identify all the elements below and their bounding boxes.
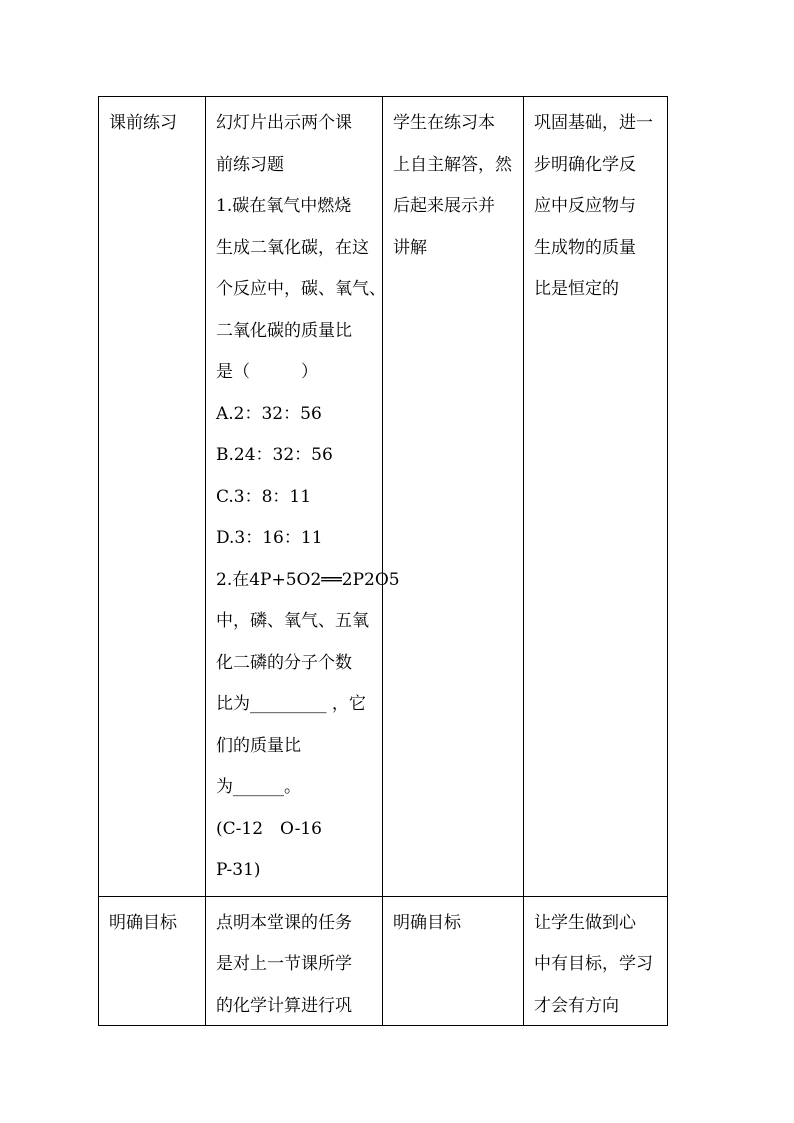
atomic-mass-note: (C-12 O-16 xyxy=(216,818,322,839)
option-d: D.3：16：11 xyxy=(216,528,323,548)
lesson-plan-table xyxy=(98,96,668,1026)
student-line: 讲解 xyxy=(393,237,427,258)
student-activity-cell xyxy=(383,896,524,1025)
option-c: C.3：8：11 xyxy=(216,486,312,507)
table-row-clarify-goals xyxy=(99,896,668,1025)
stage-cell xyxy=(99,97,206,897)
teacher-line: 是对上一节课所学 xyxy=(216,954,352,974)
teacher-line: 前练习题 xyxy=(216,154,284,175)
question-1-line: 1.碳在氧气中燃烧 xyxy=(216,196,352,216)
student-line: 后起来展示并 xyxy=(393,196,495,216)
purpose-line: 中有目标，学习 xyxy=(534,954,653,974)
teacher-activity-cell xyxy=(206,97,400,897)
question-2-line: 为______。 xyxy=(216,777,301,797)
question-2-line: 中，磷、氧气、五氧 xyxy=(216,611,369,631)
purpose-line: 才会有方向 xyxy=(534,995,619,1016)
atomic-mass-note: P-31) xyxy=(216,860,261,880)
teacher-line: 点明本堂课的任务 xyxy=(216,912,352,933)
purpose-line: 巩固基础，进一 xyxy=(534,113,653,133)
purpose-line: 生成物的质量 xyxy=(534,237,636,258)
student-line: 上自主解答，然 xyxy=(393,154,512,175)
purpose-line: 比是恒定的 xyxy=(534,279,619,299)
purpose-line: 应中反应物与 xyxy=(534,196,636,216)
question-1-line: 二氧化碳的质量比 xyxy=(216,320,352,341)
student-line: 明确目标 xyxy=(393,912,461,933)
question-2-line: 化二磷的分子个数 xyxy=(216,652,352,673)
stage-label: 课前练习 xyxy=(109,113,177,133)
table-row-pre-class-practice xyxy=(99,97,668,897)
purpose-line: 步明确化学反 xyxy=(534,154,636,175)
option-b: B.24：32：56 xyxy=(216,445,333,465)
student-line: 学生在练习本 xyxy=(393,113,495,133)
option-a: A.2：32：56 xyxy=(216,403,322,424)
teacher-line: 的化学计算进行巩 xyxy=(216,995,352,1016)
question-2-line: 2.在4P+5O2══2P2O5 xyxy=(216,569,400,590)
question-1-line: 个反应中，碳、氧气、 xyxy=(216,279,386,299)
teacher-activity-cell xyxy=(206,896,383,1025)
design-purpose-cell xyxy=(524,97,668,897)
question-2-line: 比为_________ ，它 xyxy=(216,694,366,714)
stage-label: 明确目标 xyxy=(109,912,177,933)
design-purpose-cell xyxy=(524,896,668,1025)
purpose-line: 让学生做到心 xyxy=(534,912,636,933)
teacher-line: 幻灯片出示两个课 xyxy=(216,113,352,133)
question-2-line: 们的质量比 xyxy=(216,735,301,756)
student-activity-cell xyxy=(383,97,524,897)
question-1-line: 是（ ） xyxy=(216,362,318,382)
stage-cell xyxy=(99,896,206,1025)
question-1-line: 生成二氧化碳，在这 xyxy=(216,237,369,258)
